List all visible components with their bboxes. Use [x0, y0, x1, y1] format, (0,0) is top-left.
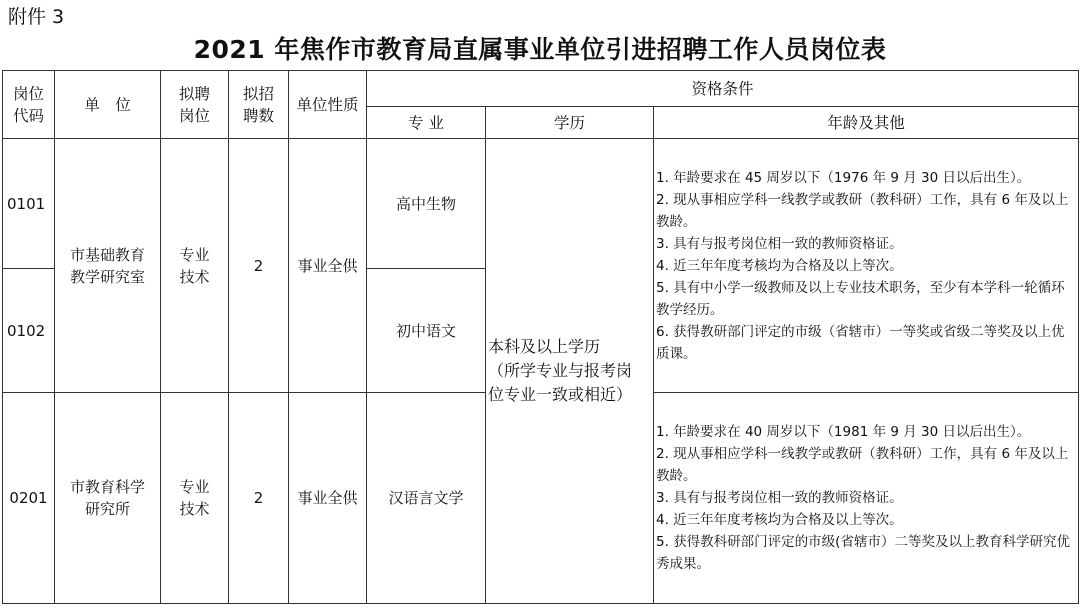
- requirement-item: 1. 年龄要求在 40 周岁以下（1981 年 9 月 30 日以后出生）。: [656, 424, 1031, 440]
- major-cell: 高中生物: [367, 139, 486, 269]
- requirement-item: 4. 近三年年度考核均为合格及以上等次。: [656, 512, 903, 528]
- requirement-item: 4. 近三年年度考核均为合格及以上等次。: [656, 257, 903, 274]
- header-position-line2: 岗位: [178, 106, 210, 125]
- count-cell: 2: [229, 139, 289, 393]
- requirement-item: 2. 现从事相应学科一线教学或教研（教科研）工作，具有 6 年及以上教龄。: [656, 191, 1069, 230]
- requirement-item: 6. 获得教研部门评定的市级（省辖市）一等奖或省级二等奖及以上优质课。: [656, 323, 1065, 362]
- header-count-line1: 拟招: [242, 84, 274, 103]
- header-education: 学历: [486, 107, 654, 139]
- education-line: 本科及以上学历: [488, 337, 601, 356]
- major-cell: 汉语言文学: [367, 393, 486, 604]
- code-cell: 0102: [3, 269, 55, 393]
- unit-line: 教学研究室: [69, 267, 145, 286]
- position-line: 技术: [179, 267, 210, 286]
- header-major: 专 业: [367, 107, 486, 139]
- header-code-line1: 岗位: [12, 84, 44, 103]
- position-line: 专业: [179, 245, 210, 264]
- code-cell: 0201: [3, 393, 55, 604]
- education-line: 位专业一致或相近）: [488, 385, 633, 404]
- nature-cell: 事业全供: [289, 393, 367, 604]
- positions-table: [2, 70, 1079, 604]
- header-count-line2: 聘数: [242, 106, 274, 125]
- header-unit: 单 位: [55, 71, 161, 139]
- nature-cell: 事业全供: [289, 139, 367, 393]
- unit-cell: [55, 139, 161, 393]
- requirement-item: 3. 具有与报考岗位相一致的教师资格证。: [656, 490, 903, 506]
- header-code-line2: 代码: [12, 106, 44, 125]
- requirement-item: 5. 获得教科研部门评定的市级(省辖市）二等奖及以上教育科学研究优秀成果。: [656, 534, 1070, 572]
- page-title: 2021 年焦作市教育局直属事业单位引进招聘工作人员岗位表: [193, 35, 887, 64]
- header-age-other: 年龄及其他: [654, 107, 1079, 139]
- requirements-cell: [654, 393, 1079, 604]
- position-line: 专业: [179, 478, 210, 496]
- header-code: [3, 71, 55, 139]
- education-line: （所学专业与报考岗: [488, 361, 633, 380]
- header-nature: 单位性质: [289, 71, 367, 139]
- attachment-label: 附件 3: [8, 6, 65, 28]
- header-qualifications: 资格条件: [367, 71, 1079, 107]
- requirements-cell: [654, 139, 1079, 393]
- requirement-item: 3. 具有与报考岗位相一致的教师资格证。: [656, 235, 903, 252]
- header-position-line1: 拟聘: [178, 84, 210, 103]
- table-row: [3, 139, 1079, 269]
- unit-line: 研究所: [84, 500, 130, 518]
- header-count: [229, 71, 289, 139]
- code-cell: 0101: [3, 139, 55, 269]
- requirement-item: 1. 年龄要求在 45 周岁以下（1976 年 9 月 30 日以后出生）。: [656, 169, 1031, 186]
- header-row-1: [3, 71, 1079, 107]
- header-position: [161, 71, 229, 139]
- requirement-item: 5. 具有中小学一级教师及以上专业技术职务，至少有本学科一轮循环教学经历。: [656, 279, 1065, 318]
- position-cell: [161, 393, 229, 604]
- unit-line: 市教育科学: [69, 478, 145, 496]
- unit-line: 市基础教育: [69, 245, 145, 264]
- position-line: 技术: [179, 500, 210, 518]
- position-cell: [161, 139, 229, 393]
- education-cell: [486, 139, 654, 604]
- requirement-item: 2. 现从事相应学科一线教学或教研（教科研）工作，具有 6 年及以上教龄。: [656, 446, 1069, 484]
- unit-cell: [55, 393, 161, 604]
- major-cell: 初中语文: [367, 269, 486, 393]
- count-cell: 2: [229, 393, 289, 604]
